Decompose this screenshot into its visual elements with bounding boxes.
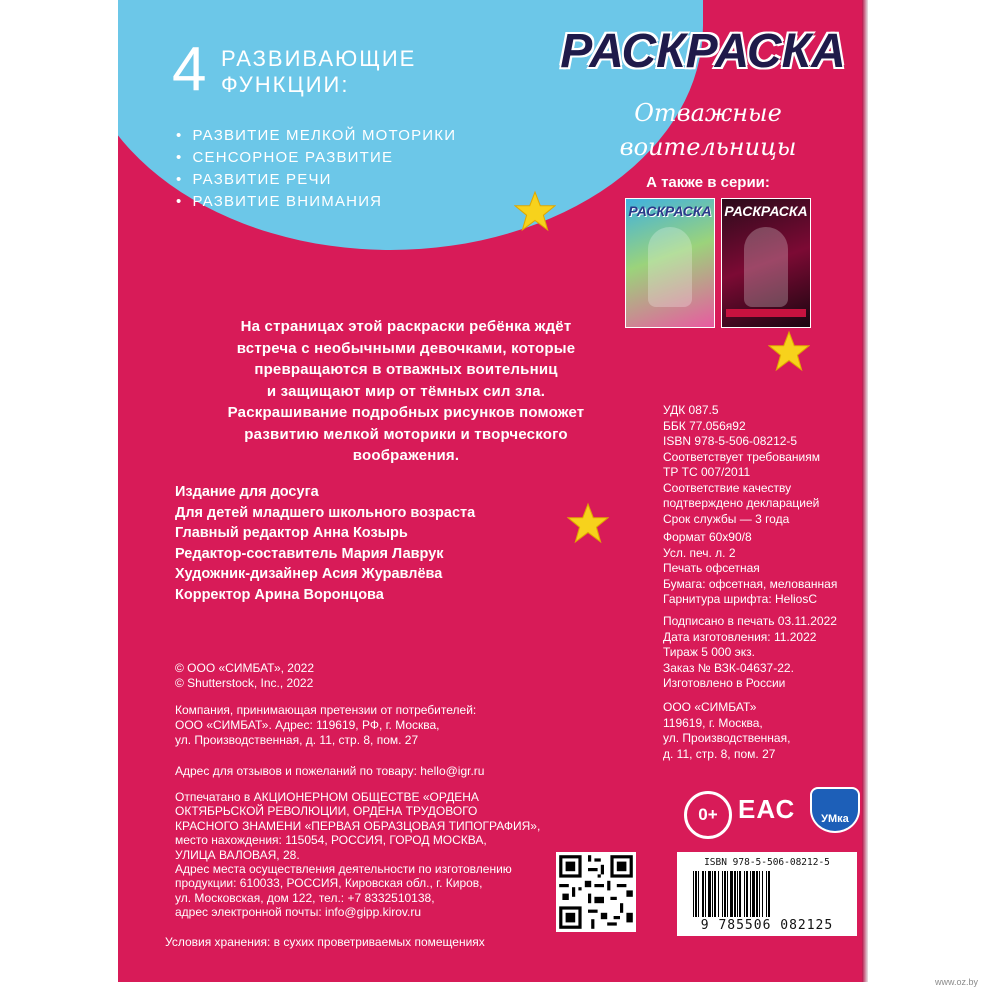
star-icon xyxy=(768,330,810,372)
functions-item: • РАЗВИТИЕ РЕЧИ xyxy=(176,169,456,191)
printing-line: ОКТЯБРЬСКОЙ РЕВОЛЮЦИИ, ОРДЕНА ТРУДОВОГО xyxy=(175,804,478,819)
cover-edge xyxy=(862,0,868,982)
description-line: превращаются в отважных воительниц xyxy=(254,361,558,378)
functions-title-line: ФУНКЦИИ: xyxy=(221,72,350,97)
subtitle-line: воительницы xyxy=(619,133,797,161)
series-book-title: РАСКРАСКА xyxy=(724,203,808,219)
publisher-line: ООО «СИМБАТ» xyxy=(663,700,757,714)
biblio-line: ТР ТС 007/2011 xyxy=(663,465,751,479)
functions-title-line: РАЗВИВАЮЩИЕ xyxy=(221,46,417,71)
barcode-isbn-text: ISBN 978-5-506-08212-5 xyxy=(704,857,830,868)
isbn-barcode xyxy=(677,852,857,936)
credits-block xyxy=(175,482,475,605)
printing-line: ул. Московская, дом 122, тел.: +7 8332510138, xyxy=(175,890,435,905)
print-info-line: Изготовлено в России xyxy=(663,676,786,690)
storage-conditions: Условия хранения: в сухих проветриваемых помещениях xyxy=(165,935,485,949)
biblio-line: подтверждено декларацией xyxy=(663,496,820,510)
printing-line: УЛИЦА ВАЛОВАЯ, 28. xyxy=(175,847,300,862)
book-title-strip xyxy=(726,309,806,317)
series-book-cover xyxy=(721,198,811,328)
barcode-digits: 9 785506 082125 xyxy=(700,918,834,933)
printing-line: продукции: 610033, РОССИЯ, Кировская обл., г. Киров, xyxy=(175,876,483,891)
functions-number: 4 xyxy=(172,35,207,104)
bibliographic-block xyxy=(663,403,820,527)
publisher-block xyxy=(663,700,790,762)
series-book-title: РАСКРАСКА xyxy=(628,203,712,219)
publisher-line: 119619, г. Москва, xyxy=(663,715,763,730)
print-info-line: Подписано в печать 03.11.2022 xyxy=(663,614,837,628)
girl-illustration xyxy=(648,227,692,307)
printing-line: КРАСНОГО ЗНАМЕНИ «ПЕРВАЯ ОБРАЗЦОВАЯ ТИПОГРАФИЯ», xyxy=(175,818,541,833)
copyright-block xyxy=(175,661,314,691)
printing-line: Адрес места осуществления деятельности по изготовлению xyxy=(175,862,512,877)
claims-line: ул. Производственная, д. 11, стр. 8, пом. 27 xyxy=(175,733,419,747)
functions-title xyxy=(221,46,416,98)
description-line: воображения. xyxy=(352,447,460,464)
feedback-line: Адрес для отзывов и пожеланий по товару: hello@igr.ru xyxy=(175,764,485,778)
print-info-line: Заказ № ВЗК-04637-22. xyxy=(663,660,794,675)
printing-line: адрес электронной почты: info@gipp.kirov.ru xyxy=(175,905,422,920)
claims-line: Компания, принимающая претензии от потребителей: xyxy=(175,703,477,717)
biblio-line: УДК 087.5 xyxy=(663,403,719,417)
barcode-bars xyxy=(693,871,843,917)
series-book-cover xyxy=(625,198,715,328)
functions-item: • СЕНСОРНОЕ РАЗВИТИЕ xyxy=(176,147,456,169)
biblio-line: ISBN 978-5-506-08212-5 xyxy=(663,434,798,448)
format-line: Гарнитура шрифта: HeliosC xyxy=(663,592,818,606)
credit-line: Для детей младшего школьного возраста xyxy=(175,504,476,521)
logo-text: УМка xyxy=(821,813,849,825)
format-line: Усл. печ. л. 2 xyxy=(663,545,736,560)
publisher-line: д. 11, стр. 8, пом. 27 xyxy=(663,746,776,761)
credit-line: Главный редактор Анна Козырь xyxy=(175,525,408,541)
format-line: Бумага: офсетная, мелованная xyxy=(663,576,838,591)
book-back-cover xyxy=(118,0,862,982)
copyright-line: © ООО «СИМБАТ», 2022 xyxy=(175,661,314,675)
functions-item: • РАЗВИТИЕ МЕЛКОЙ МОТОРИКИ xyxy=(176,125,456,147)
star-icon xyxy=(514,190,556,232)
publisher-logo xyxy=(810,787,860,833)
printing-line: место нахождения: 115054, РОССИЯ, ГОРОД МОСКВА, xyxy=(175,833,487,848)
biblio-line: Соответствует требованиям xyxy=(663,449,820,464)
print-info-block xyxy=(663,614,837,692)
publisher-line: ул. Производственная, xyxy=(663,731,791,745)
credit-line: Издание для досуга xyxy=(175,484,319,500)
print-info-line: Тираж 5 000 экз. xyxy=(663,645,755,659)
claims-line: ООО «СИМБАТ». Адрес: 119619, РФ, г. Москва, xyxy=(175,718,440,732)
description-line: На страницах этой раскраски ребёнка ждёт xyxy=(240,318,572,335)
brand-title: РАСКРАСКА xyxy=(560,25,846,78)
claims-block xyxy=(175,703,476,748)
girl-illustration xyxy=(744,227,788,307)
biblio-line: Срок службы — 3 года xyxy=(663,511,790,526)
credit-line: Редактор-составитель Мария Лаврук xyxy=(175,545,444,562)
copyright-line: © Shutterstock, Inc., 2022 xyxy=(175,676,314,690)
functions-list xyxy=(176,125,456,213)
watermark: www.oz.by xyxy=(935,977,979,987)
also-in-series-label: А также в серии: xyxy=(646,174,770,191)
subtitle-line: Отважные xyxy=(634,99,782,127)
qr-code xyxy=(556,852,636,932)
description-line: встреча с необычными девочками, которые xyxy=(236,339,576,357)
format-line: Формат 60х90/8 xyxy=(663,530,752,544)
printing-line: Отпечатано в АКЦИОНЕРНОМ ОБЩЕСТВЕ «ОРДЕНА xyxy=(175,790,479,804)
star-icon xyxy=(567,502,609,544)
format-block xyxy=(663,530,837,608)
description-line: развитию мелкой моторики и творческого xyxy=(244,425,568,443)
credit-line: Художник-дизайнер Асия Журавлёва xyxy=(175,566,443,582)
eac-mark: ЕАС xyxy=(738,794,796,824)
printing-block xyxy=(175,790,540,920)
book-description xyxy=(156,316,656,467)
biblio-line: ББК 77.056я92 xyxy=(663,418,746,433)
book-subtitle xyxy=(573,96,843,164)
age-rating-badge: 0+ xyxy=(684,791,732,839)
print-info-line: Дата изготовления: 11.2022 xyxy=(663,629,817,644)
biblio-line: Соответствие качеству xyxy=(663,480,792,495)
format-line: Печать офсетная xyxy=(663,561,760,575)
description-line: Раскрашивание подробных рисунков поможет xyxy=(227,404,585,421)
description-line: и защищают мир от тёмных сил зла. xyxy=(266,382,546,400)
credit-line: Корректор Арина Воронцова xyxy=(175,586,384,603)
functions-item: • РАЗВИТИЕ ВНИМАНИЯ xyxy=(176,191,456,213)
